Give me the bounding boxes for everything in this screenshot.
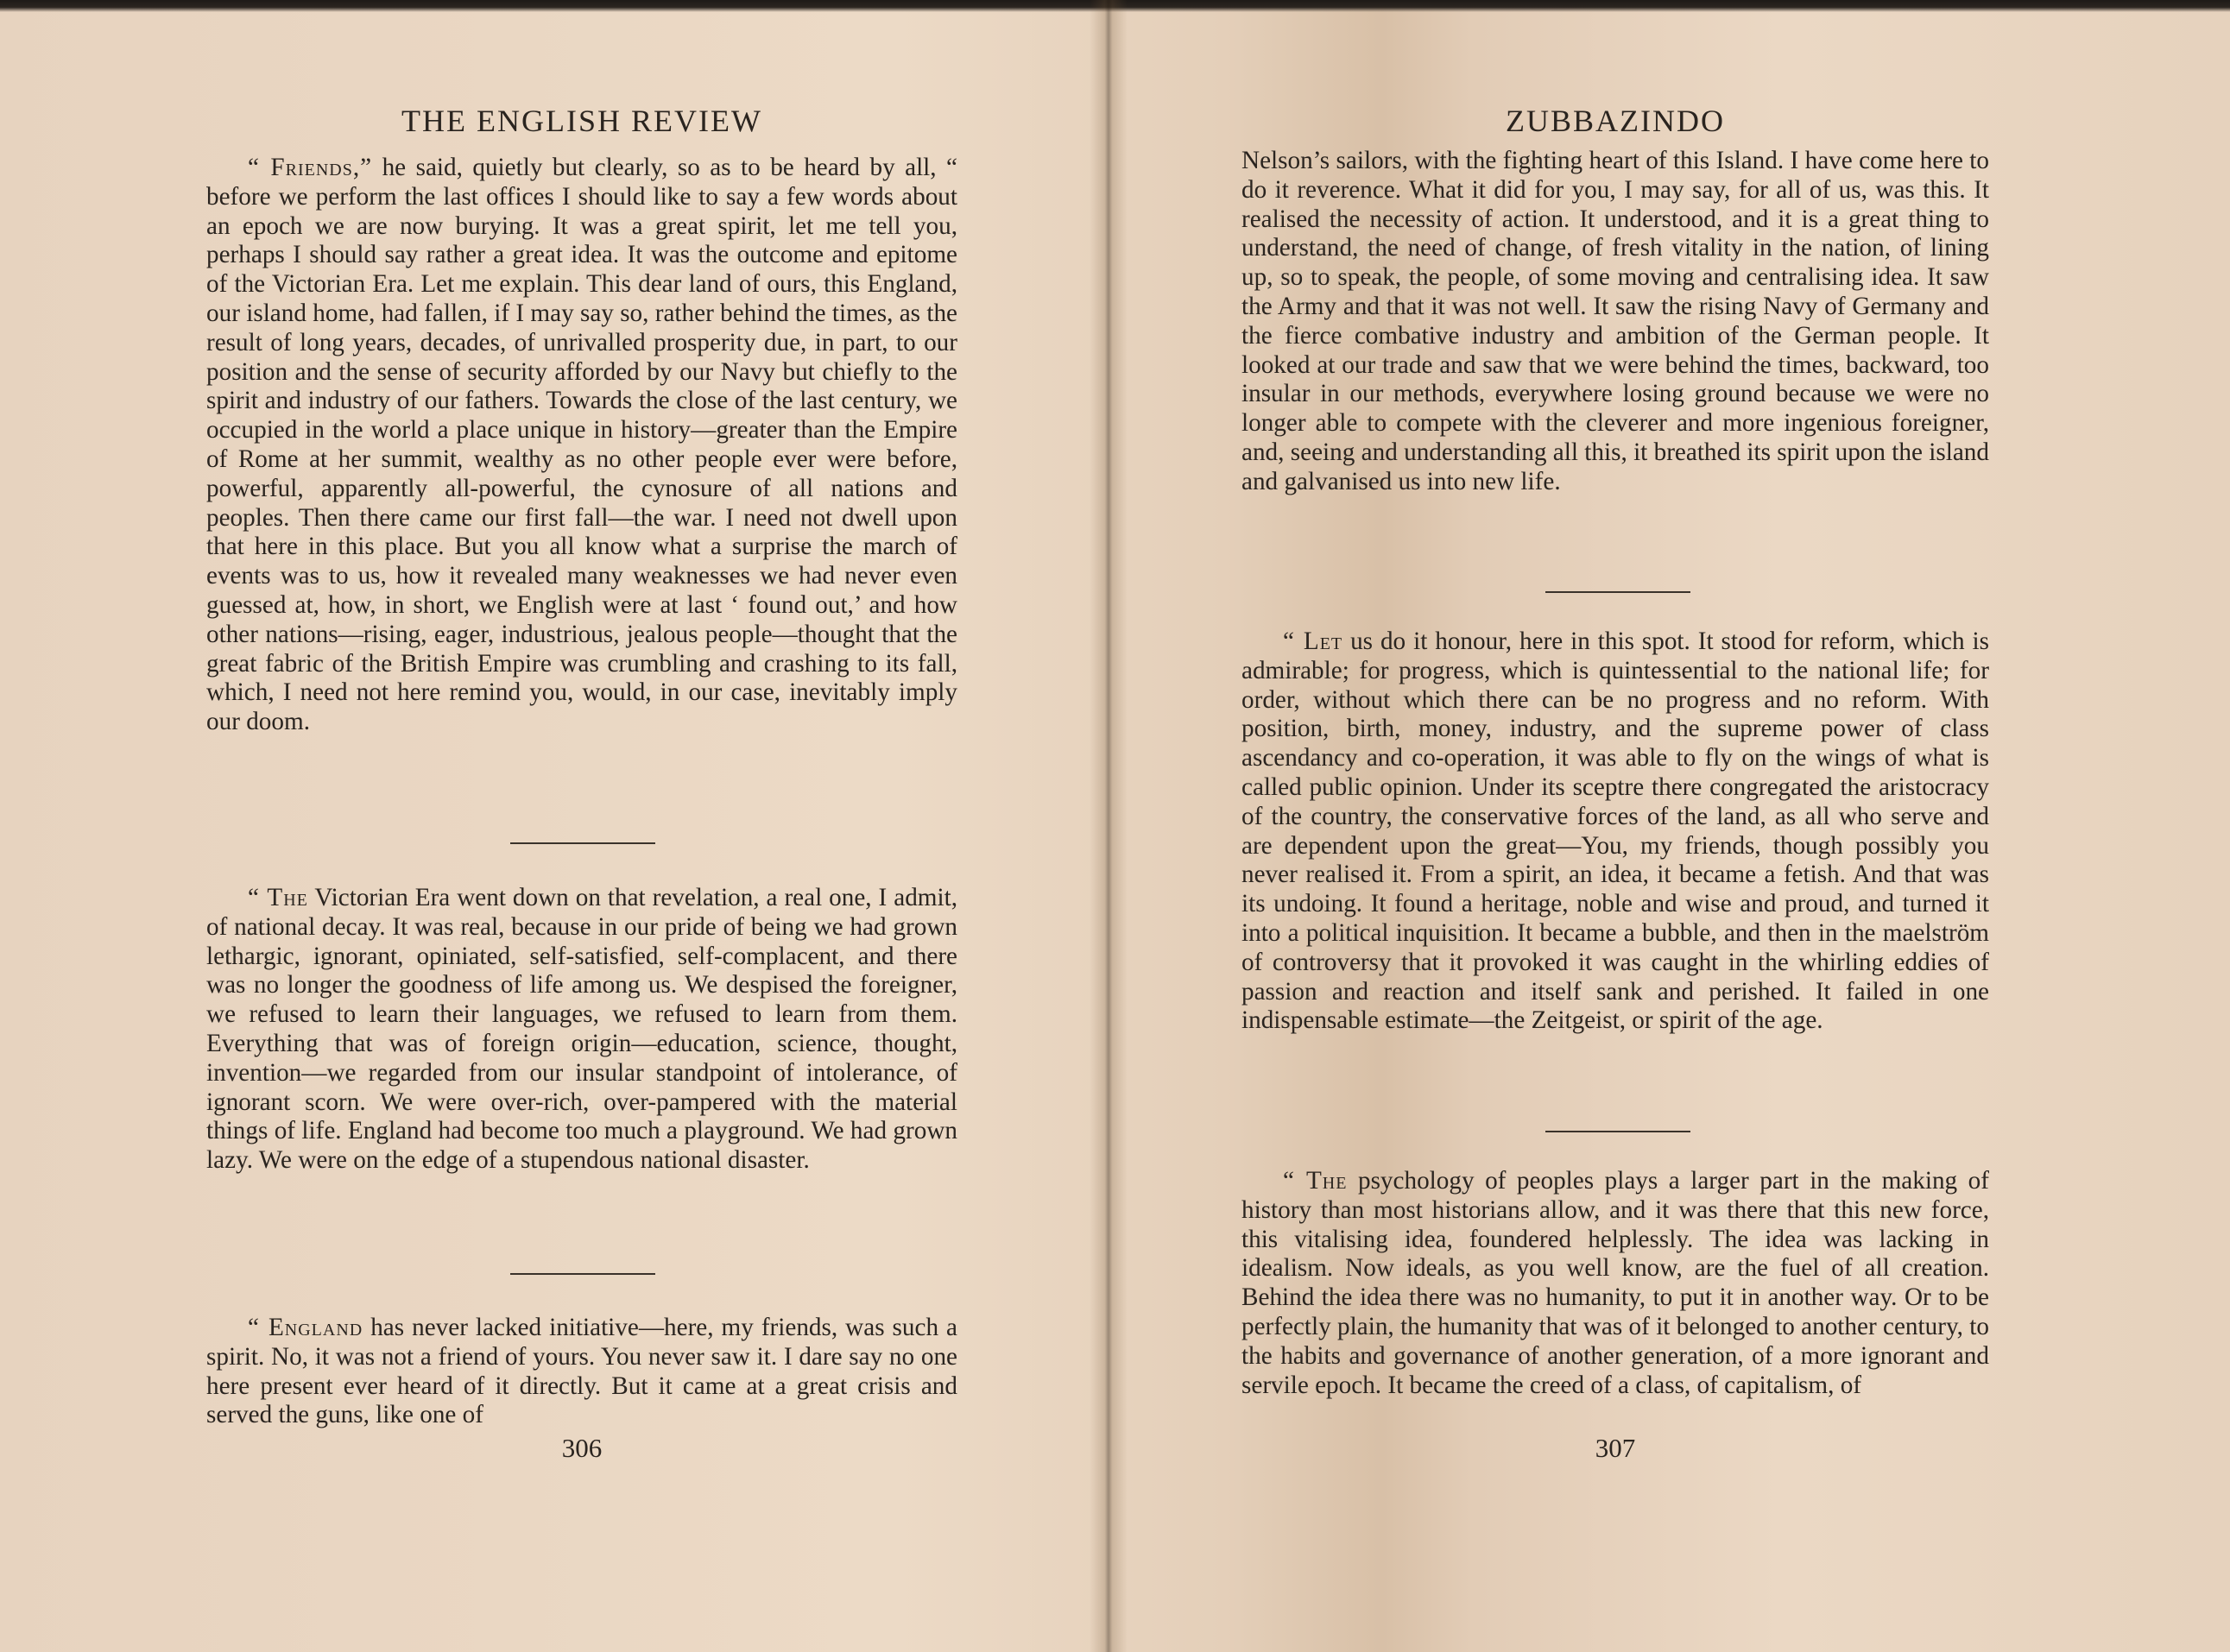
left-paragraph-3 xyxy=(206,1314,957,1430)
running-head-right: ZUBBAZINDO xyxy=(1506,104,1725,138)
paragraph-text: us do it honour, here in this spot. It stood for reform, which is admirable; for progress, which is quintessential to the national life; for order, without which there can be no progress and no reform. With position, birth, money, industry, and the supreme power of class ascendancy and co-operation, it was able to fly on the wings of what is called public opinion. Under its sceptre there congregated the aristocracy of the country, the conservative forces of the land, as all who serve and are dependent upon the great—You, my friends, though possibly you never realised it. From a spirit, an idea, it became a fetish. And that was its undoing. It found a heritage, noble and wise and proud, and turned it into a political inquisition. It became a bubble, and then in the maelström of controversy that it provoked it was caught in the whirling eddies of passion and reaction and itself sank and perished. It failed in one indispensable estimate—the Zeitgeist, or spirit of the age. xyxy=(1241,627,1990,1035)
right-page xyxy=(1114,0,2230,1652)
paragraph-lead: “ Friends,” xyxy=(248,154,373,181)
paragraph-lead: “ Let xyxy=(1283,627,1343,655)
page-number-right: 307 xyxy=(1595,1433,1636,1463)
paragraph-lead: “ England xyxy=(248,1314,363,1341)
paragraph-lead: “ The xyxy=(1283,1167,1348,1195)
right-paragraph-3 xyxy=(1241,1167,1989,1400)
left-paragraph-2 xyxy=(206,884,957,1176)
paragraph-text: has never lacked initiative—here, my friends, was such a spirit. No, it was not a friend of yours. You never saw it. I dare say no one here present ever heard of it directly. But it came at a great crisis and served the guns, like one of xyxy=(206,1314,957,1429)
section-divider xyxy=(510,842,655,844)
left-paragraph-1 xyxy=(206,154,957,737)
left-page xyxy=(0,0,1105,1652)
page-number-left: 306 xyxy=(561,1433,603,1463)
running-head-left: THE ENGLISH REVIEW xyxy=(401,104,762,138)
section-divider xyxy=(510,1273,655,1275)
paragraph-text: he said, quietly but clearly, so as to be heard by all, “ before we perform the last offices I should like to say a few words about an epoch we are now burying. It was a great spirit, let me tell you, perhaps I should say rather a great idea. It was the outcome and epitome of the Victorian Era. Let me explain. This dear land of ours, this England, our island home, had fallen, if I may say so, rather behind the times, as the result of long years, decades, of unrivalled prosperity due, in part, to our position and the sense of security afforded by our Navy but chiefly to the spirit and industry of our fathers. Towards the close of the last century, we occupied in the world a place unique in history—greater than the Empire of Rome at her summit, wealthy as no other people ever were before, powerful, apparently all-powerful, the cynosure of all nations and peoples. Then there came our first fall—the war. I need not dwell upon that here in this place. But you all know what a surprise the march of events was to us, how it revealed many weaknesses we had never even guessed at, how, in short, we English were at last ‘ found out,’ and how other nations—rising, eager, industrious, jealous people—thought that the great fabric of the British Empire was crumbling and crashing to its fall, which, I need not here remind you, would, in our case, inevitably imply our doom. xyxy=(206,154,957,736)
paragraph-text: Victorian Era went down on that revelation, a real one, I admit, of national decay. It was real, because in our pride of being we had grown lethargic, ignorant, opiniated, self-satisfied, self-complacent, and there was no longer the goodness of life among us. We despised the foreigner, we refused to learn their languages, we refused to learn from them. Everything that was of foreign origin—education, science, thought, invention—we regarded from our insular standpoint of intolerance, of ignorant scorn. We were over-rich, over-pampered with the material things of life. England had become too much a playground. We had grown lazy. We were on the edge of a stupendous national disaster. xyxy=(206,884,958,1175)
section-divider xyxy=(1545,591,1690,593)
right-paragraph-2 xyxy=(1241,627,1989,1036)
paragraph-text: Nelson’s sailors, with the fighting heart of this Island. I have come here to do it reverence. What it did for you, I may say, for all of us, was this. It realised the necessity of action. It understood, and it is a great thing to understand, the need of change, of fresh vitality in the nation, of lining up, so to speak, the people, of some moving and centralising idea. It saw the Army and that it was not well. It saw the rising Navy of Germany and the fierce combative industry and ambition of the German people. It looked at our trade and saw that we were behind the times, backward, too insular in our methods, everywhere losing ground because we were no longer able to compete with the cleverer and more ingenious foreigner, and, seeing and understanding all this, it breathed its spirit upon the island and galvanised us into new life. xyxy=(1241,147,1989,495)
right-paragraph-1 xyxy=(1241,147,1989,497)
section-divider xyxy=(1545,1131,1690,1132)
paragraph-text: psychology of peoples plays a larger part in the making of history than most historians allow, and it was there that this new force, this vitalising idea, foundered helplessly. The idea was lacking in idealism. Now ideals, as you well know, are the fuel of all creation. Behind the idea there was no humanity, to put it in another way. Or to be perfectly plain, the humanity that was of it belonged to another century, to the habits and governance of another generation, of a more ignorant and servile epoch. It became the creed of a class, of capitalism, of xyxy=(1241,1167,1989,1399)
paragraph-lead: “ The xyxy=(248,884,308,911)
